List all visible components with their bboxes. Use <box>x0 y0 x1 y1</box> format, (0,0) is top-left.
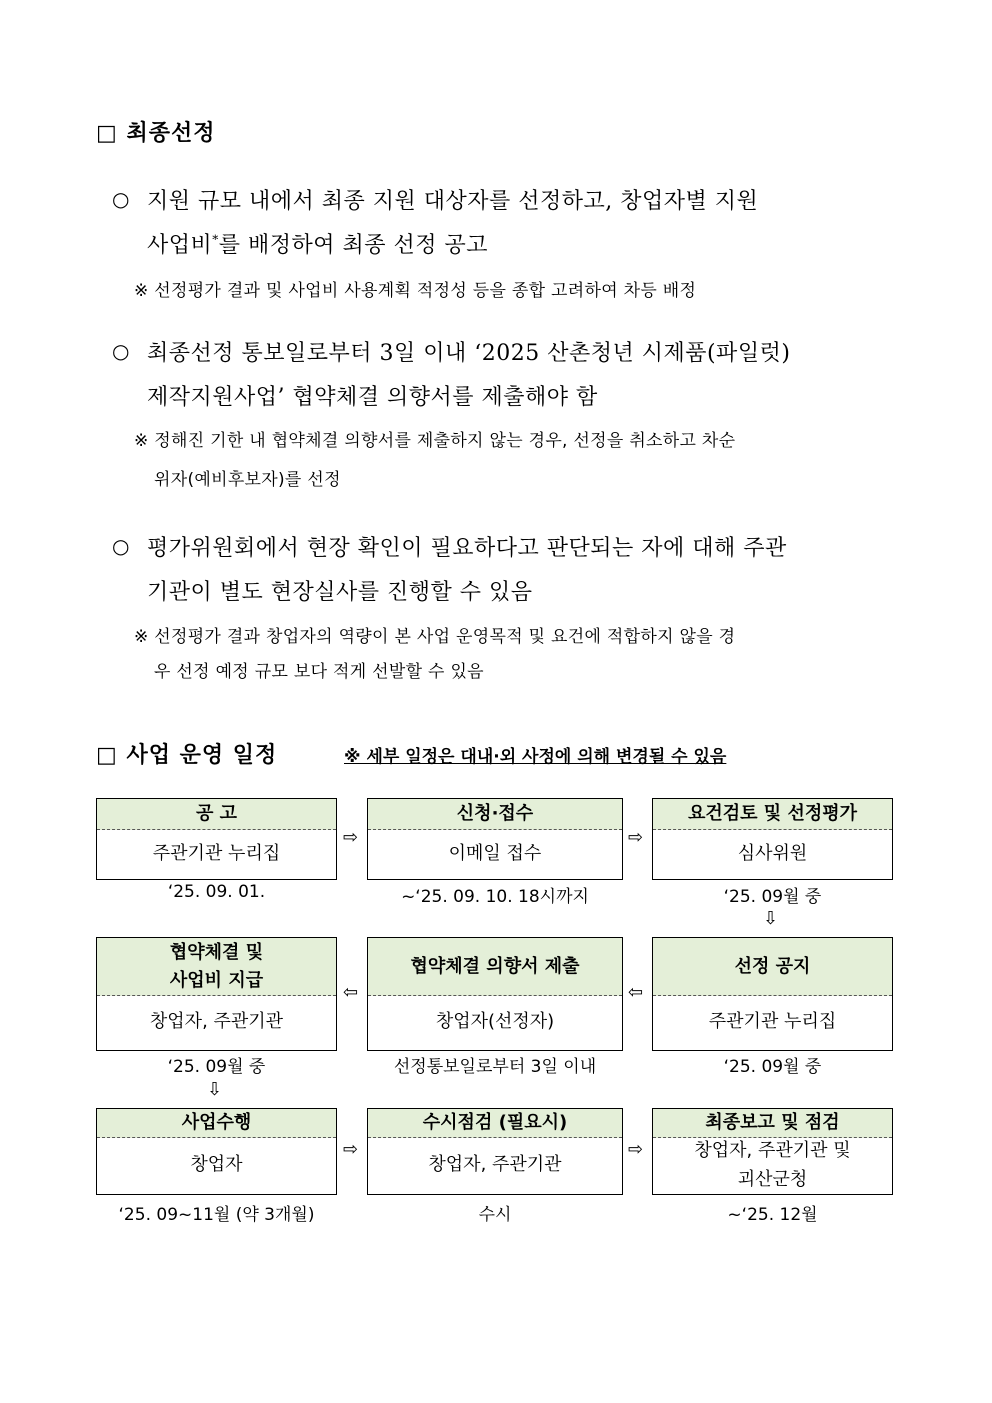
box-date: ‘25. 09~11월 (약 3개월) <box>118 1205 315 1225</box>
box-body: 주관기관 누리집 <box>152 843 281 864</box>
bullet-marker: ○ <box>112 339 130 363</box>
schedule-box-intent-submission <box>367 937 623 1051</box>
footnote-marker: * <box>212 232 219 247</box>
item3-line2: 기관이 별도 현장실사를 진행할 수 있음 <box>147 580 533 605</box>
box-head: 요건검토 및 선정평가 <box>653 799 892 830</box>
schedule-box-announcement <box>96 798 337 880</box>
arrow-left-icon: ⇦ <box>343 982 359 1003</box>
schedule-note: ※ 세부 일정은 대내·외 사정에 의해 변경될 수 있음 <box>344 747 727 767</box>
box-date: ‘25. 09월 중 <box>723 887 822 907</box>
box-body: 창업자(선정자) <box>435 1011 555 1032</box>
bullet-marker: ○ <box>112 187 130 211</box>
arrow-right-icon: ⇨ <box>628 1139 644 1160</box>
box-body: 주관기관 누리집 <box>708 1011 837 1032</box>
box-date: ‘25. 09월 중 <box>723 1057 822 1077</box>
box-body: 심사위원 <box>737 843 808 864</box>
item1-line2 <box>147 228 488 259</box>
box-head: 신청·접수 <box>368 799 622 830</box>
box-head: 선정 공지 <box>653 938 892 996</box>
box-date: 선정통보일로부터 3일 이내 <box>393 1057 597 1077</box>
item2-line2: 제작지원사업’ 협약체결 의향서를 제출해야 함 <box>147 385 598 410</box>
box-head: 협약체결 및 사업비 지급 <box>97 938 336 996</box>
arrow-right-icon: ⇨ <box>628 827 644 848</box>
item1-note: ※ 선정평가 결과 및 사업비 사용계획 적정성 등을 종합 고려하여 차등 배정 <box>134 281 697 301</box>
box-body: 창업자, 주관기관 <box>149 1011 284 1032</box>
schedule-box-project-execution <box>96 1108 337 1195</box>
box-date: ‘25. 09월 중 <box>167 1057 266 1077</box>
item1-line2-rest: 를 배정하여 최종 선정 공고 <box>218 233 489 258</box>
box-head: 협약체결 의향서 제출 <box>368 938 622 996</box>
arrow-down-icon: ⇩ <box>207 1079 223 1100</box>
box-body: 창업자, 주관기관 <box>428 1154 562 1175</box>
schedule-box-inspection <box>367 1108 623 1195</box>
item3-line1: 평가위원회에서 현장 확인이 필요하다고 판단되는 자에 대해 주관 <box>147 536 787 561</box>
arrow-down-icon: ⇩ <box>763 908 779 929</box>
item3-note-line2: 우 선정 예정 규모 보다 적게 선발할 수 있음 <box>154 662 484 682</box>
arrow-right-icon: ⇨ <box>343 1139 359 1160</box>
box-head: 공 고 <box>97 799 336 830</box>
box-date: ~‘25. 12월 <box>727 1205 818 1225</box>
item1-line1: 지원 규모 내에서 최종 지원 대상자를 선정하고, 창업자별 지원 <box>147 189 759 214</box>
schedule-box-final-report <box>652 1108 893 1195</box>
box-body: 창업자 <box>190 1154 243 1175</box>
arrow-left-icon: ⇦ <box>628 982 644 1003</box>
arrow-right-icon: ⇨ <box>343 827 359 848</box>
schedule-box-application <box>367 798 623 880</box>
box-body: 이메일 접수 <box>448 843 542 864</box>
box-head: 수시점검 (필요시) <box>368 1109 622 1138</box>
item2-note-line1: ※ 정해진 기한 내 협약체결 의향서를 제출하지 않는 경우, 선정을 취소하고 차순 <box>134 431 736 451</box>
item2-line1: 최종선정 통보일로부터 3일 이내 ‘2025 산촌청년 시제품(파일럿) <box>147 341 791 366</box>
box-head: 최종보고 및 점검 <box>653 1109 892 1138</box>
box-date: 수시 <box>478 1205 512 1225</box>
item2-note-line2: 위자(예비후보자)를 선정 <box>154 470 341 490</box>
section-title-schedule: □ 사업 운영 일정 <box>96 743 278 768</box>
box-head: 사업수행 <box>97 1109 336 1138</box>
bullet-marker: ○ <box>112 534 130 558</box>
schedule-box-review <box>652 798 893 880</box>
box-date: ‘25. 09. 01. <box>167 882 266 902</box>
box-body: 창업자, 주관기관 및 괴산군청 <box>694 1140 851 1190</box>
box-date: ~‘25. 09. 10. 18시까지 <box>401 887 589 907</box>
schedule-box-selection-notice <box>652 937 893 1051</box>
schedule-box-agreement <box>96 937 337 1051</box>
item3-note-line1: ※ 선정평가 결과 창업자의 역량이 본 사업 운영목적 및 요건에 적합하지 않을 경 <box>134 627 736 647</box>
item1-line2-text: 사업비 <box>147 233 213 258</box>
section-title-final-selection: □ 최종선정 <box>96 121 216 146</box>
